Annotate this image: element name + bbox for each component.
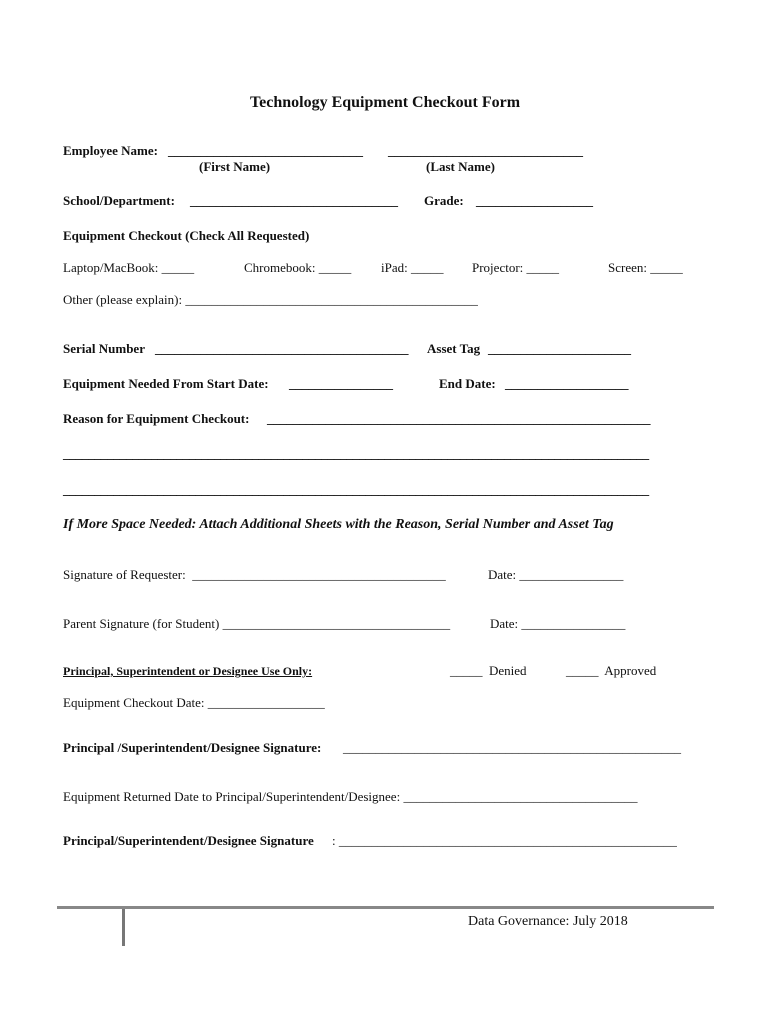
principal-signature-2-field[interactable]: : ____________________________________________________ [332, 833, 677, 848]
school-department-label: School/Department: [63, 193, 175, 208]
principal-signature-field[interactable]: ____________________________________________________ [343, 740, 681, 755]
reason-label: Reason for Equipment Checkout: [63, 411, 250, 426]
grade-label: Grade: [424, 193, 464, 208]
form-title: Technology Equipment Checkout Form [249, 94, 521, 111]
footer-divider [57, 906, 714, 909]
grade-field[interactable]: __________________ [476, 193, 593, 208]
approved-field[interactable]: _____ Approved [566, 663, 657, 678]
first-name-caption: (First Name) [199, 159, 271, 174]
principal-use-only-heading: Principal, Superintendent or Designee Use Only: [63, 664, 313, 678]
laptop-macbook-field[interactable]: Laptop/MacBook: _____ [63, 260, 195, 275]
principal-signature-2-label: Principal/Superintendent/Designee Signature [63, 833, 314, 848]
checkout-date-field[interactable]: Equipment Checkout Date: __________________ [63, 695, 325, 710]
school-department-field[interactable]: ________________________________ [190, 193, 398, 208]
last-name-caption: (Last Name) [426, 159, 495, 174]
footer-vertical-rule [122, 909, 125, 946]
chromebook-field[interactable]: Chromebook: _____ [244, 260, 352, 275]
footer-text: Data Governance: July 2018 [468, 914, 628, 929]
start-date-label: Equipment Needed From Start Date: [63, 376, 269, 391]
reason-field[interactable]: ___________________________________________________________ [267, 411, 651, 426]
serial-number-field[interactable]: _______________________________________ [155, 341, 409, 356]
first-name-field[interactable]: ______________________________ [168, 143, 363, 158]
ipad-field[interactable]: iPad: _____ [381, 260, 444, 275]
projector-field[interactable]: Projector: _____ [472, 260, 560, 275]
requester-date-field[interactable]: Date: ________________ [488, 567, 624, 582]
last-name-field[interactable]: ______________________________ [388, 143, 583, 158]
returned-date-field[interactable]: Equipment Returned Date to Principal/Superintendent/Designee: ____________________________________ [63, 789, 638, 804]
additional-sheets-note: If More Space Needed: Attach Additional Sheets with the Reason, Serial Number and Asset Tag [63, 517, 614, 532]
parent-date-field[interactable]: Date: ________________ [490, 616, 626, 631]
asset-tag-field[interactable]: ______________________ [488, 341, 631, 356]
end-date-label: End Date: [439, 376, 496, 391]
parent-signature-field[interactable]: Parent Signature (for Student) ___________________________________ [63, 616, 451, 631]
asset-tag-label: Asset Tag [427, 341, 481, 356]
end-date-field[interactable]: ___________________ [505, 376, 629, 391]
screen-field[interactable]: Screen: _____ [608, 260, 683, 275]
reason-line-2[interactable]: _____________________________________________________________________________________________ [63, 446, 649, 461]
denied-field[interactable]: _____ Denied [450, 663, 527, 678]
requester-signature-field[interactable]: Signature of Requester: _______________________________________ [63, 567, 446, 582]
equipment-heading: Equipment Checkout (Check All Requested) [63, 228, 310, 243]
principal-signature-label: Principal /Superintendent/Designee Signature: [63, 740, 322, 755]
employee-name-label: Employee Name: [63, 143, 158, 158]
start-date-field[interactable]: ________________ [289, 376, 393, 391]
reason-line-3[interactable]: _____________________________________________________________________________________________ [63, 482, 649, 497]
other-explain-field[interactable]: Other (please explain): _____________________________________________ [63, 292, 478, 307]
serial-number-label: Serial Number [63, 341, 145, 356]
